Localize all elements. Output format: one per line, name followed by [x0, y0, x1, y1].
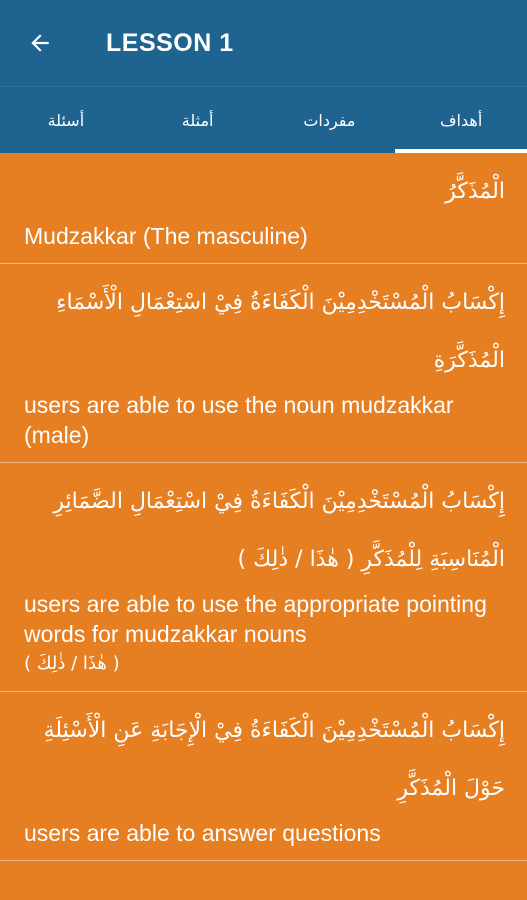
english-text: users are able to use the noun mudzakkar (male) — [24, 392, 454, 448]
list-item — [0, 264, 527, 463]
tab-label: أهداف — [439, 110, 483, 130]
english-text: users are able to answer questions — [24, 820, 381, 846]
tab-objectives[interactable] — [395, 87, 527, 153]
list-item — [0, 153, 527, 264]
tab-label: أمثلة — [181, 110, 214, 130]
objectives-list — [0, 153, 527, 861]
arabic-text: الْمُذَكَّرُ — [445, 179, 505, 204]
page-title: LESSON 1 — [106, 28, 234, 57]
arabic-text: إِكْسَابُ الْمُسْتَخْدِمِيْنَ الْكَفَاءَةُ فِيْ اسْتِعْمَالِ الضَّمَائِرِ الْمُنَاسِبَةِ لِلْمُذَكَّرِ ( هٰذَا / ذٰلِكَ ) — [53, 489, 505, 572]
list-item — [0, 692, 527, 861]
arrow-left-icon — [27, 30, 53, 56]
app-bar — [0, 0, 527, 86]
english-text: Mudzakkar (The masculine) — [24, 223, 308, 249]
tab-bar — [0, 86, 527, 153]
tab-questions[interactable] — [0, 87, 132, 153]
tab-label: أسئلة — [47, 110, 85, 130]
tab-vocabulary[interactable] — [264, 87, 396, 153]
english-text-main: users are able to use the appropriate pointing words for mudzakkar nouns — [24, 591, 487, 647]
arabic-text: إِكْسَابُ الْمُسْتَخْدِمِيْنَ الْكَفَاءَةُ فِيْ اسْتِعْمَالِ الْأَسْمَاءِ الْمُذَكَّرَةِ — [56, 290, 505, 373]
list-item — [0, 463, 527, 692]
arabic-text: إِكْسَابُ الْمُسْتَخْدِمِيْنَ الْكَفَاءَةُ فِيْ الْإِجَابَةِ عَنِ الْأَسْئِلَةِ حَوْلَ الْمُذَكَّرِ — [43, 718, 505, 801]
tab-label: مفردات — [303, 110, 356, 130]
english-text — [24, 589, 505, 679]
english-text-arabic-inline: ( هٰذَا / ذٰلِكَ ) — [24, 653, 120, 674]
tab-examples[interactable] — [132, 87, 264, 153]
back-button[interactable] — [18, 21, 62, 65]
